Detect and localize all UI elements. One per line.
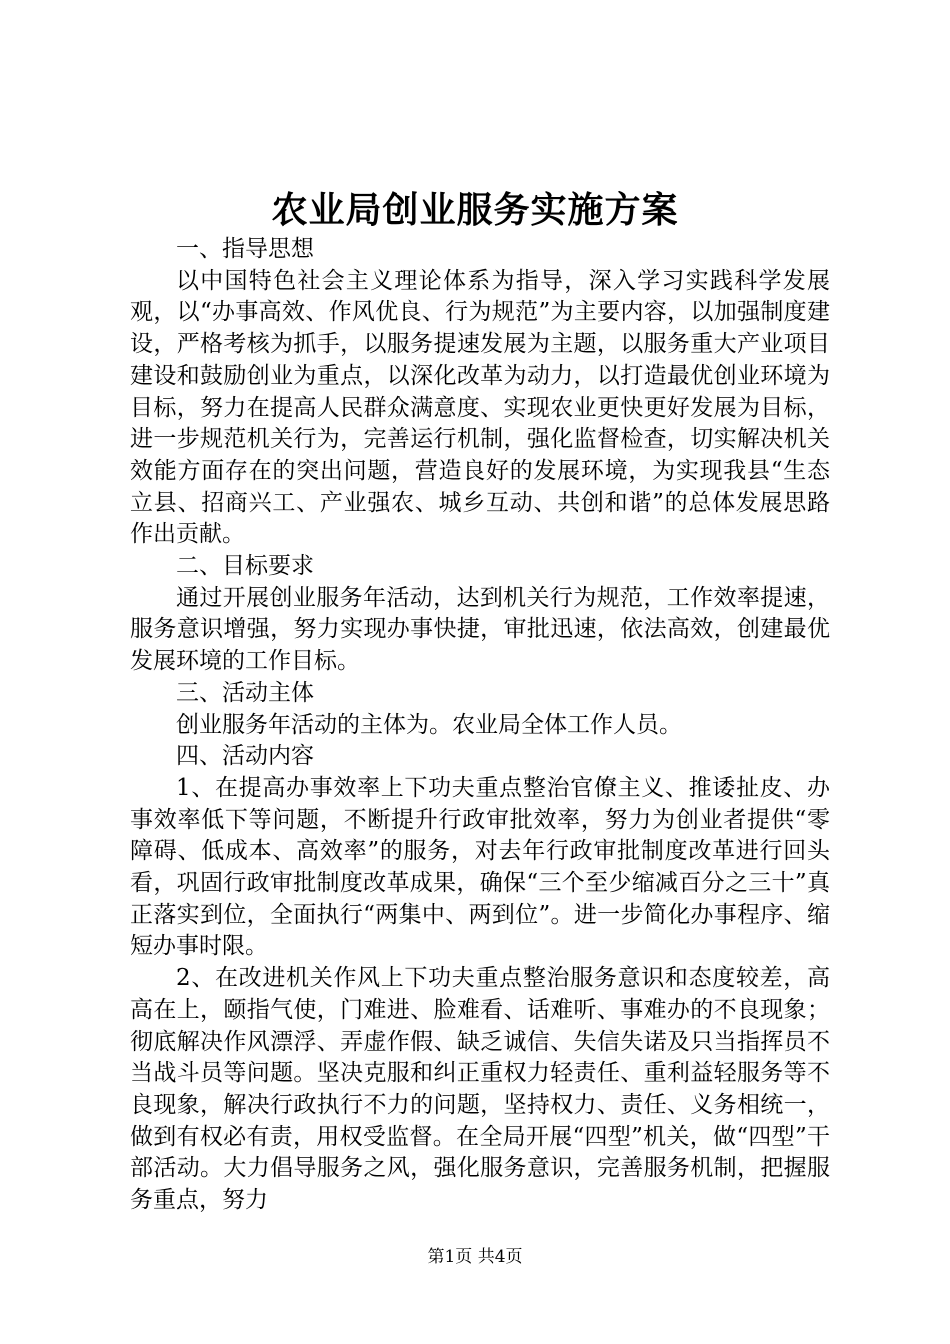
section-heading-guiding-ideology: 一、指导思想 xyxy=(176,236,314,262)
paragraph-participants: 创业服务年活动的主体为。农业局全体工作人员。 xyxy=(176,711,682,738)
document-title: 农业局创业服务实施方案 xyxy=(271,189,679,231)
document-body xyxy=(130,234,830,1217)
section-heading-activities: 四、活动内容 xyxy=(176,743,314,770)
paragraph-activity-1: 1、在提高办事效率上下功夫重点整治官僚主义、推诿扯皮、办事效率低下等问题，不断提升行政审批效率，努力为创业者提供“零障碍、低成本、高效率”的服务，对去年行政审批制度改革进行回头看，巩固行政审批制度改革成果，确保“三个至少缩减百分之三十”真正落实到位，全面执行“两集中、两到位”。进一步简化办事程序、缩短办事时限。 xyxy=(130,774,830,960)
page-footer: 第1页 共4页 xyxy=(427,1247,523,1267)
section-heading-goals: 二、目标要求 xyxy=(176,553,314,580)
section-heading-participants: 三、活动主体 xyxy=(176,679,314,706)
paragraph-activity-2: 2、在改进机关作风上下功夫重点整治服务意识和态度较差，高高在上，颐指气使，门难进、脸难看、话难听、事难办的不良现象；彻底解决作风漂浮、弄虚作假、缺乏诚信、失信失诺及只当指挥员不当战斗员等问题。坚决克服和纠正重权力轻责任、重利益轻服务等不良现象，解决行政执行不力的问题，坚持权力、责任、义务相统一，做到有权必有责，用权受监督。在全局开展“四型”机关，做“四型”干部活动。大力倡导服务之风，强化服务意识，完善服务机制，把握服务重点，努力 xyxy=(130,965,830,1214)
paragraph-goals: 通过开展创业服务年活动，达到机关行为规范，工作效率提速，服务意识增强，努力实现办事快捷，审批迅速，依法高效，创建最优发展环境的工作目标。 xyxy=(130,584,830,675)
paragraph-guiding-ideology: 以中国特色社会主义理论体系为指导，深入学习实践科学发展观，以“办事高效、作风优良、行为规范”为主要内容，以加强制度建设，严格考核为抓手，以服务提速发展为主题，以服务重大产业项目建设和鼓励创业为重点，以深化改革为动力，以打造最优创业环境为目标，努力在提高人民群众满意度、实现农业更快更好发展为目标，进一步规范机关行为，完善运行机制，强化监督检查，切实解决机关效能方面存在的突出问题，营造良好的发展环境，为实现我县“生态立县、招商兴工、产业强农、城乡互动、共创和谐”的总体发展思路作出贡献。 xyxy=(130,267,830,548)
